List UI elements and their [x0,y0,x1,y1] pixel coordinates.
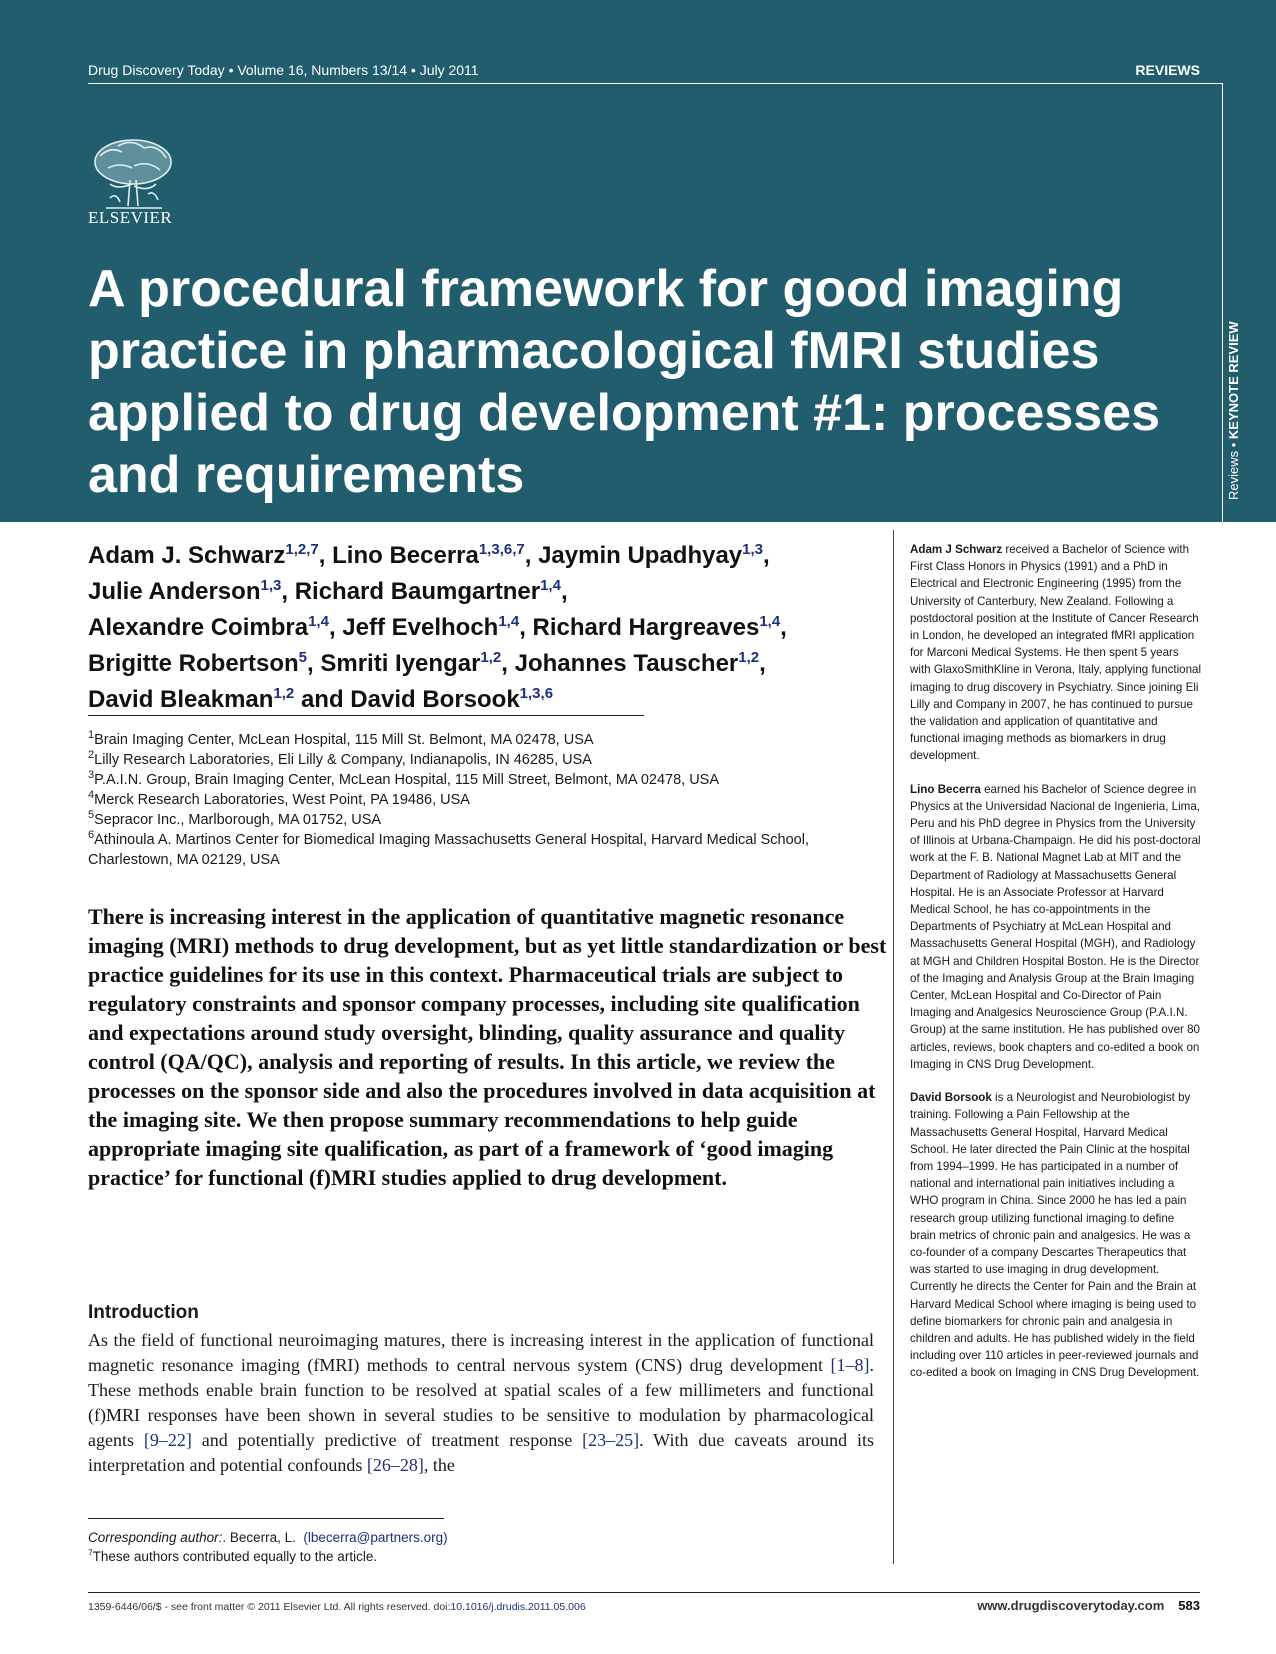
author-affiliation-marker: 1,4 [308,613,329,630]
author-affiliation-marker: 1,3,6,7 [478,541,525,558]
author-name: Brigitte Robertson [88,650,299,677]
affiliation [88,730,888,750]
footer-right [977,1598,1200,1613]
affiliation [88,830,888,870]
bio-text: earned his Bachelor of Science degree in Physics at the Universidad Nacional de Ingenieria, Lima, Peru and his PhD degree in Physics from the University of Illinois at Urbana-Champaign. He did his post-doctoral work at the F. B. National Magnet Lab at MIT and the Department of Radiology at Massachusetts General Hospital. He is an Associate Professor at Harvard Medical School, he has co-appointments in the Departments of Psychiatry at McLean Hospital and Massachusetts General Hospital (MGH), and Radiology at MGH and Children Hospital Boston. He is the Director of the Imaging and Analysis Group at the Brain Imaging Center, McLean Hospital and Co-Director of Pain Imaging and Analgesics Neuroscience Group (P.A.I.N. Group) at the same institution. He has published over 80 articles, reviews, book chapters and co-edited a book on Imaging in CNS Drug Development. [910,782,1201,1071]
affiliation [88,750,888,770]
author-name: Alexandre Coimbra [88,614,309,641]
abstract: There is increasing interest in the application of quantitative magnetic resonance imaging (MRI) methods to drug development, but as yet little standardization or best practice guidelines for its use in this context. Pharmaceutical trials are subject to regulatory constraints and sponsor company processes, including site qualification and expectations around study oversight, blinding, quality assurance and quality control (QA/QC), analysis and reporting of results. In this article, we review the processes on the sponsor side and also the procedures involved in data acquisition at the imaging site. We then propose summary recommendations to help guide appropriate imaging site qualification, as part of a framework of ‘good imaging practice’ for functional (f)MRI studies applied to drug development. [88,904,887,1190]
reference-link[interactable]: [26–28] [366,1455,424,1475]
author-name: Johannes Tauscher [514,650,739,677]
page-number: 583 [1178,1598,1200,1613]
author-rule [88,715,644,716]
affiliation [88,770,888,790]
author-name: Smriti Iyengar [320,650,481,677]
author-bio [910,781,1202,1073]
footnote-rule [88,1518,444,1519]
affiliation [88,790,888,810]
reference-link[interactable]: [1–8] [830,1355,870,1375]
introduction-text: As the field of functional neuroimaging matures, there is increasing interest in the application of functional magnetic resonance imaging (fMRI) methods to central nervous system (CNS) drug development [88,1330,874,1375]
side-section-label [1226,300,1241,500]
equal-contribution-note [88,1547,688,1566]
affiliations [88,730,888,870]
footer-rule [88,1592,1200,1593]
header-rule [88,83,1222,84]
affiliation-number: 3 [88,769,95,782]
author-affiliation-marker: 1,4 [540,577,561,594]
journal-website-link[interactable]: www.drugdiscoverytoday.com [977,1598,1165,1613]
author-bio [910,1089,1202,1381]
author-affiliation-marker: 1,2,7 [285,541,319,558]
author-affiliation-marker: 1,3 [260,577,282,594]
author-name: Adam J. Schwarz [88,542,286,569]
author-affiliation-marker: 1,3,6 [519,685,554,702]
author-affiliation-marker: 1,2 [273,685,295,702]
doi-link[interactable]: 10.1016/j.drudis.2011.05.006 [450,1601,586,1613]
footnote-number: 7 [88,1547,93,1558]
author-list: Adam J. Schwarz$^{1,2,7}$, Lino Becerra$^{1,3,6,7}$, Jaymin Upadhyay$^{1,3}$, Julie Anderson$^{1,3}$, Richard Baumgartner$^{1,4}$, Alexandre Coimbra$^{1,4}$, Jeff Evelhoch$^{1,4}$, Richard Hargreaves$^{1,4}$, Brigitte Robertson$^5$, Smriti Iyengar$^{1,2}$, Johannes Tauscher$^{1,2}$, David Bleakman$^{1,2}$ and David Borsook$^{1,3,6}$ [88,541,787,713]
author-name: David Borsook [350,686,520,713]
bio-name: Lino Becerra [910,782,981,796]
affiliation-number: 6 [88,829,95,842]
author-bio [910,541,1202,765]
affiliation-number: 1 [88,729,95,742]
author-affiliation-marker: 1,3 [742,541,764,558]
affiliation-text: Athinoula A. Martinos Center for Biomedical Imaging Massachusetts General Hospital, Harvard Medical School, Charlestown, MA 02129, USA [88,832,809,868]
side-label-strong: KEYNOTE REVIEW [1226,321,1241,440]
reference-link[interactable]: [9–22] [143,1430,192,1450]
author-name: David Bleakman [88,686,274,713]
introduction-text: , the [423,1455,455,1475]
affiliation-number: 4 [88,789,95,802]
affiliation-text: Brain Imaging Center, McLean Hospital, 115 Mill St. Belmont, MA 02478, USA [94,732,594,748]
corresponding-label: Corresponding author: [88,1530,223,1545]
affiliation-text: Sepracor Inc., Marlborough, MA 01752, USA [94,812,382,828]
copyright-text: 1359-6446/06/$ - see front matter © 2011 Elsevier Ltd. All rights reserved. doi: [88,1601,451,1613]
journal-citation: Drug Discovery Today • Volume 16, Numbers 13/14 • July 2011 [88,62,479,78]
introduction-body [88,1328,874,1478]
introduction-text: and potentially predictive of treatment response [191,1430,583,1450]
introduction-heading: Introduction [88,1302,199,1323]
bio-name: Adam J Schwarz [910,543,1003,556]
affiliation-text: Lilly Research Laboratories, Eli Lilly & Company, Indianapolis, IN 46285, USA [94,752,592,768]
side-rule [1222,83,1223,522]
author-affiliation-marker: 1,2 [480,649,502,666]
author-affiliation-marker: 1,4 [759,613,781,630]
author-affiliation-marker: 1,4 [498,613,520,630]
corresponding-email-link[interactable]: (lbecerra@partners.org) [303,1530,448,1545]
author-name: Jeff Evelhoch [342,614,499,641]
author-name: Jaymin Upadhyay [538,542,743,569]
column-divider [893,530,894,1564]
header-banner [0,0,1276,522]
affiliation [88,810,888,830]
author-affiliation-marker: 1,2 [738,649,760,666]
copyright-line [88,1601,586,1613]
corresponding-author-note [88,1528,688,1547]
footnotes [88,1528,688,1566]
introduction-text: . With due caveats around its interpretation and potential confounds [88,1430,874,1475]
author-name: Julie Anderson [88,578,261,605]
author-name: Lino Becerra [332,542,479,569]
equal-contribution-text: These authors contributed equally to the article. [92,1549,378,1564]
side-label-prefix: Reviews • [1226,442,1241,500]
bio-text: received a Bachelor of Science with First Class Honors in Physics (1991) and a PhD in Electrical and Electronic Engineering (1995) from the University of Canterbury, New Zealand. Following a postdoctoral position at the Institute of Cancer Research in London, he developed an integrated fMRI application for Marconi Medical Systems. He then spent 5 years with GlaxoSmithKline in Verona, Italy, applying functional imaging to drug discovery in Psychiatry. Since joining Eli Lilly and Company in 2007, he has continued to pursue the validation and application of quantitative and functional imaging methods as biomarkers in drug development. [910,543,1202,763]
author-name: Richard Baumgartner [294,578,541,605]
bio-text: is a Neurologist and Neurobiologist by training. Following a Pain Fellowship at the Massachusetts General Hospital, Harvard Medical School. He later directed the Pain Clinic at the hospital from 1994–1999. He has participated in a number of national and international pain initiatives including a WHO program in China. Since 2000 he has led a pain research group utilizing functional imaging to define brain metrics of chronic pain and analgesics. He was a co-founder of a company Descartes Therapeutics that was started to use imaging in drug development. Currently he directs the Center for Pain and the Brain at Harvard Medical School where imaging is being used to define biomarkers for chronic pain and analgesia in children and adults. He has published widely in the field including over 110 articles in peer-reviewed journals and co-edited a book on Imaging in CNS Drug Development. [910,1091,1200,1380]
reference-link[interactable]: [23–25] [582,1430,640,1450]
corresponding-name: . Becerra, L. [222,1530,296,1545]
author-name: Richard Hargreaves [532,614,760,641]
affiliation-number: 5 [88,809,95,822]
affiliation-number: 2 [88,749,95,762]
publisher-logo-text: ELSEVIER [88,208,173,227]
author-bios [910,541,1202,1398]
introduction-text: . These methods enable brain function to be resolved at spatial scales of a few millimeters and functional (f)MRI responses have been shown in several studies to be sensitive to modulation by pharmacological agents [88,1355,874,1450]
section-label: REVIEWS [1135,62,1200,78]
author-affiliation-marker: 5 [298,649,308,666]
article-title: A procedural framework for good imaging practice in pharmacological fMRI studies applied to drug development #1: processes and requirements [88,260,1161,504]
affiliation-text: Merck Research Laboratories, West Point, PA 19486, USA [94,792,470,808]
affiliation-text: P.A.I.N. Group, Brain Imaging Center, McLean Hospital, 115 Mill Street, Belmont, MA 02478, USA [94,772,720,788]
bio-name: David Borsook [910,1091,992,1105]
